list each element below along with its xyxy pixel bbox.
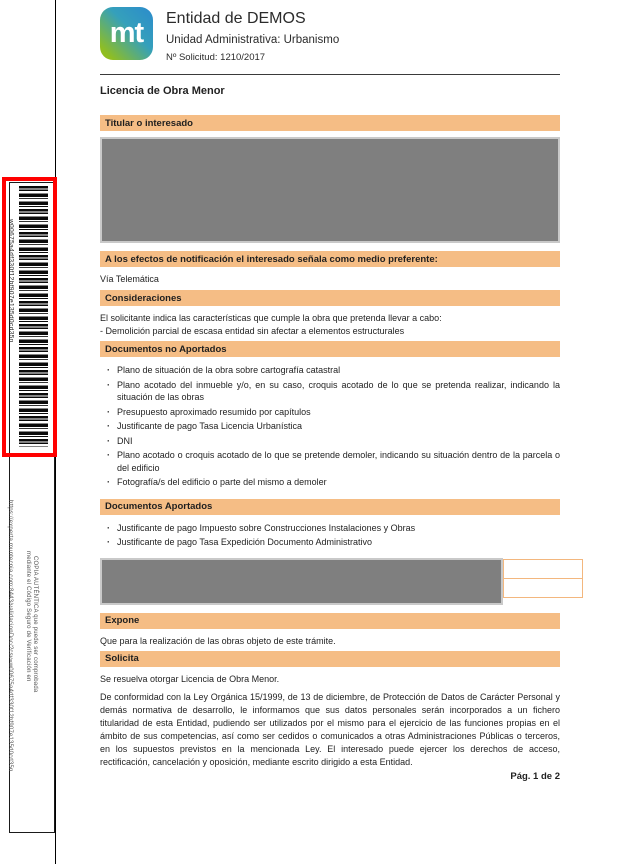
consideraciones-intro: El solicitante indica las características que cumple la obra que pretenda llevar a cabo: <box>100 313 442 323</box>
header-divider <box>100 74 560 75</box>
copia-autentica-verification-url: https://experta.muntecnia.com:8443/validacionDoc/?csv=w00675a4df330f12bf907e135d0cd35n <box>7 500 13 772</box>
copia-autentica-line-1: COPIA AUTÉNTICA que puede ser comprobada <box>32 556 38 693</box>
document-header <box>100 0 560 63</box>
list-item: · Plano acotado del inmueble y/o, en su caso, croquis acotado de lo que se pretenda realizar, indicando la situación de las obras <box>117 379 560 404</box>
list-item: · Fotografía/s del edificio o parte del mismo a demoler <box>117 476 560 489</box>
redacted-titular-block <box>100 137 560 243</box>
entity-logo-icon <box>100 7 153 60</box>
documentos-aportados-list <box>100 522 560 549</box>
section-heading-consideraciones: Consideraciones <box>100 290 560 306</box>
expone-text: Que para la realización de las obras objeto de este trámite. <box>100 635 336 646</box>
section-heading-documentos-aportados: Documentos Aportados <box>100 499 560 515</box>
list-item: · DNI <box>117 435 560 448</box>
copia-autentica-line-2: mediante el Código Seguro de Verificación en <box>25 551 31 682</box>
list-item: · Plano acotado o croquis acotado de lo que se pretende demoler, indicando su situación dentro de la parcela o del edificio <box>117 449 560 474</box>
consideraciones-detail: - Demolición parcial de escasa entidad sin afectar a elementos estructurales <box>100 326 405 336</box>
attachment-table-row <box>100 558 583 605</box>
section-heading-documentos-no-aportados: Documentos no Aportados <box>100 341 560 357</box>
section-heading-titular: Titular o interesado <box>100 115 560 131</box>
page-indicator: Pág. 1 de 2 <box>510 770 560 782</box>
verification-sidebar <box>0 0 55 864</box>
list-item: · Presupuesto aproximado resumido por capítulos <box>117 406 560 419</box>
list-item: · Justificante de pago Impuesto sobre Construcciones Instalaciones y Obras <box>117 522 560 535</box>
barcode-icon <box>19 186 48 447</box>
logo-text: mt <box>109 17 144 49</box>
attachment-cell-empty <box>503 578 583 598</box>
data-protection-notice: De conformidad con la Ley Orgánica 15/1999, de 13 de diciembre, de Protección de Datos de Carácter Personal y demás normativa de desarrollo, le informamos que sus datos personales serán incorporados a un fichero titularidad de esta Entidad, pudiendo ser utilizados por el mismo para el ejercicio de las funciones propias en el ámbito de sus competencias, así como ser cedidos o comunicados a otras Administraciones Públicas o terceros, en los supuestos previstos en la mencionada Ley. El interesado puede ejercer los derechos de acceso, rectificación, cancelación y oposición, mediante escrito dirigido a esta Entidad. <box>100 691 560 767</box>
list-item: · Justificante de pago Tasa Licencia Urbanística <box>117 420 560 433</box>
barcode-highlight-annotation <box>2 177 57 457</box>
entity-name: Entidad de DEMOS <box>166 10 306 27</box>
list-item: · Plano de situación de la obra sobre cartografía catastral <box>117 364 560 377</box>
documentos-no-aportados-list <box>100 364 560 489</box>
admin-unit: Unidad Administrativa: Urbanismo <box>166 34 340 46</box>
solicita-text: Se resuelva otorgar Licencia de Obra Menor. <box>100 673 280 684</box>
document-title: Licencia de Obra Menor <box>100 85 225 97</box>
section-heading-expone: Expone <box>100 613 560 629</box>
attachment-cell-empty <box>503 559 583 579</box>
header-text-block <box>166 7 339 63</box>
redacted-attachment-block <box>100 558 503 605</box>
notificacion-value: Vía Telemática <box>100 274 159 284</box>
consideraciones-text <box>100 312 560 338</box>
verification-code: w00675a4df330f12bf907e135d0cd35n <box>7 219 15 343</box>
document-page <box>55 0 638 864</box>
document-content <box>100 0 560 782</box>
section-heading-notificacion: A los efectos de notificación el interesado señala como medio preferente: <box>100 251 560 267</box>
attachment-cells <box>503 559 583 598</box>
request-number: Nº Solicitud: 1210/2017 <box>166 52 266 63</box>
list-item: · Justificante de pago Tasa Expedición Documento Administrativo <box>117 536 560 549</box>
section-heading-solicita: Solicita <box>100 651 560 667</box>
